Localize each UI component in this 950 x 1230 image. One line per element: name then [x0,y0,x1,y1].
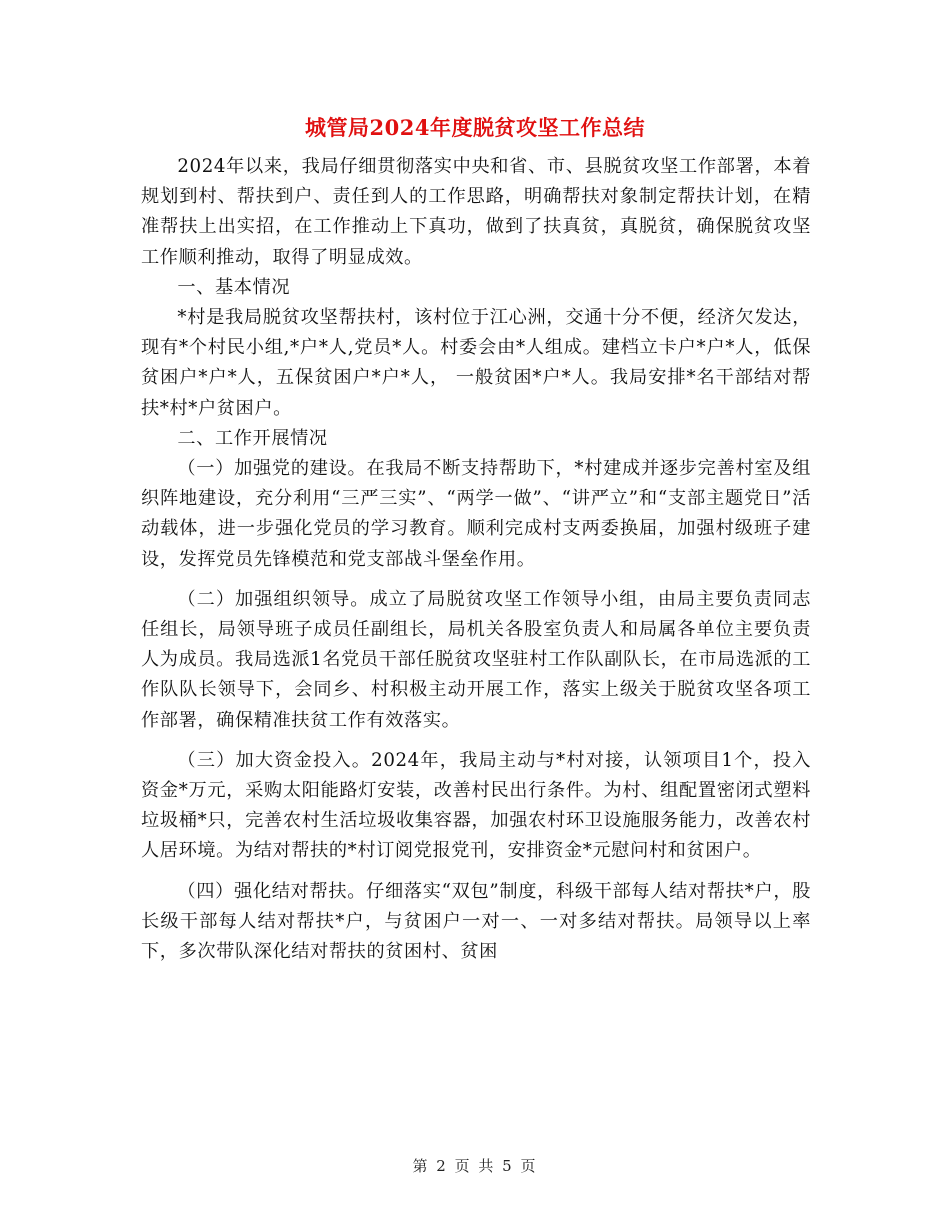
paragraph-funding: （三）加大资金投入。2024年，我局主动与*村对接，认领项目1个，投入资金*万元，采购太阳能路灯安装，改善村民出行条件。为村、组配置密闭式塑料垃圾桶*只，完善农村生活垃圾收集容器，加强农村环卫设施服务能力，改善农村人居环境。为结对帮扶的*村订阅党报党刊，安排资金*元慰问村和贫困户。 [141,749,811,862]
paragraph-pairing: （四）强化结对帮扶。仔细落实“双包”制度，科级干部每人结对帮扶*户，股长级干部每人结对帮扶*户，与贫困户一对一、一对多结对帮扶。局领导以上率下，多次带队深化结对帮扶的贫困村、贫困 [141,880,811,963]
paragraph-basic-situation: *村是我局脱贫攻坚帮扶村，该村位于江心洲，交通十分不便，经济欠发达，现有*个村民小组,*户*人,党员*人。村委会由*人组成。建档立卡户*户*人，低保贫困户*户*人，五保贫困户*户*人， 一般贫困*户*人。我局安排*名干部结对帮扶*村*户贫困户。 [141,307,811,419]
document-title: 城管局2024年度脱贫攻坚工作总结 [305,115,645,140]
paragraph-intro: 2024年以来，我局仔细贯彻落实中央和省、市、县脱贫攻坚工作部署，本着规划到村、帮扶到户、责任到人的工作思路，明确帮扶对象制定帮扶计划，在精准帮扶上出实招，在工作推动上下真功，做到了扶真贫，真脱贫，确保脱贫攻坚工作顺利推动，取得了明显成效。 [141,156,811,268]
paragraph-organization: （二）加强组织领导。成立了局脱贫攻坚工作领导小组，由局主要负责同志任组长，局领导班子成员任副组长，局机关各股室负责人和局属各单位主要负责人为成员。我局选派1名党员干部任脱贫攻坚驻村工作队副队长，在市局选派的工作队队长领导下，会同乡、村积极主动开展工作，落实上级关于脱贫攻坚各项工作部署，确保精准扶贫工作有效落实。 [141,588,811,731]
paragraph-party-building: （一）加强党的建设。在我局不断支持帮助下，*村建成并逐步完善村室及组织阵地建设，充分利用“三严三实”、“两学一做”、“讲严立”和“支部主题党日”活动载体，进一步强化党员的学习教育。顺利完成村支两委换届，加强村级班子建设，发挥党员先锋模范和党支部战斗堡垒作用。 [141,458,811,570]
page-number: 第 2 页 共 5 页 [412,1157,538,1175]
document-body [141,152,811,967]
section-heading-work: 二、工作开展情况 [177,427,328,449]
section-heading-basic: 一、基本情况 [177,276,291,298]
